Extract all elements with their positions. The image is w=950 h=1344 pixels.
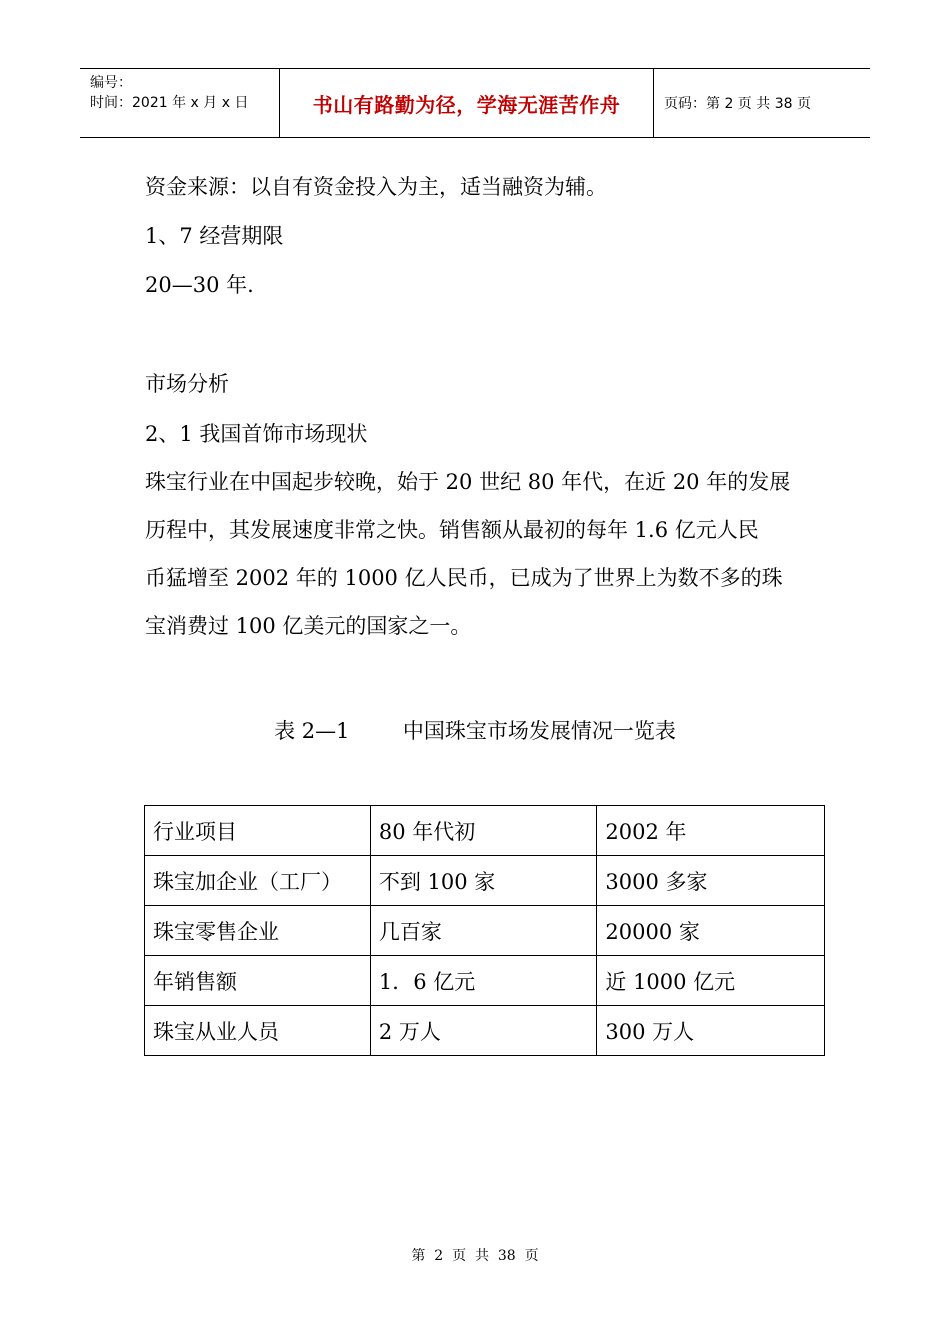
market-status-paragraph [145, 458, 810, 650]
table-cell: 行业项目 [145, 806, 371, 856]
table-cell: 近 1000 亿元 [597, 956, 825, 1006]
table-cell: 不到 100 家 [370, 856, 597, 906]
table-row [145, 1006, 825, 1056]
paragraph-line: 历程中，其发展速度非常之快。销售额从最初的每年 1.6 亿元人民 [145, 518, 759, 542]
table-cell: 珠宝加企业（工厂） [145, 856, 371, 906]
table-cell: 几百家 [370, 906, 597, 956]
table-cell: 珠宝零售企业 [145, 906, 371, 956]
table-cell: 20000 家 [597, 906, 825, 956]
paragraph-line: 币猛增至 2002 年的 1000 亿人民币，已成为了世界上为数不多的珠 [145, 566, 783, 590]
table-cell: 80 年代初 [370, 806, 597, 856]
section-heading-1-7: 1、7 经营期限 [145, 224, 284, 248]
section-heading-2-1: 2、1 我国首饰市场现状 [145, 422, 368, 446]
operating-term-text: 20—30 年. [145, 273, 254, 297]
table-cell: 1．6 亿元 [370, 956, 597, 1006]
table-row [145, 856, 825, 906]
table-cell: 2002 年 [597, 806, 825, 856]
document-number-label: 编号： [90, 75, 132, 91]
header-motto: 书山有路勤为径，学海无涯苦作舟 [280, 69, 654, 137]
table-caption: 表 2—1 中国珠宝市场发展情况一览表 [274, 719, 676, 743]
market-development-table [144, 805, 825, 1056]
table-cell: 300 万人 [597, 1006, 825, 1056]
table-row [145, 906, 825, 956]
table-cell: 2 万人 [370, 1006, 597, 1056]
table-row [145, 956, 825, 1006]
table-cell: 珠宝从业人员 [145, 1006, 371, 1056]
header-meta [80, 69, 280, 137]
page-footer: 第 2 页 共 38 页 [411, 1248, 539, 1264]
paragraph-line: 珠宝行业在中国起步较晚，始于 20 世纪 80 年代，在近 20 年的发展 [145, 470, 791, 494]
paragraph-line: 宝消费过 100 亿美元的国家之一。 [145, 614, 472, 638]
table-cell: 年销售额 [145, 956, 371, 1006]
document-date: 时间：2021 年 x 月 x 日 [90, 95, 249, 111]
header-page-info: 页码：第 2 页 共 38 页 [664, 96, 811, 112]
table-row [145, 806, 825, 856]
market-analysis-heading: 市场分析 [145, 372, 229, 396]
table-cell: 3000 多家 [597, 856, 825, 906]
funding-source-text: 资金来源：以自有资金投入为主，适当融资为辅。 [145, 175, 607, 199]
page-header [80, 68, 870, 138]
